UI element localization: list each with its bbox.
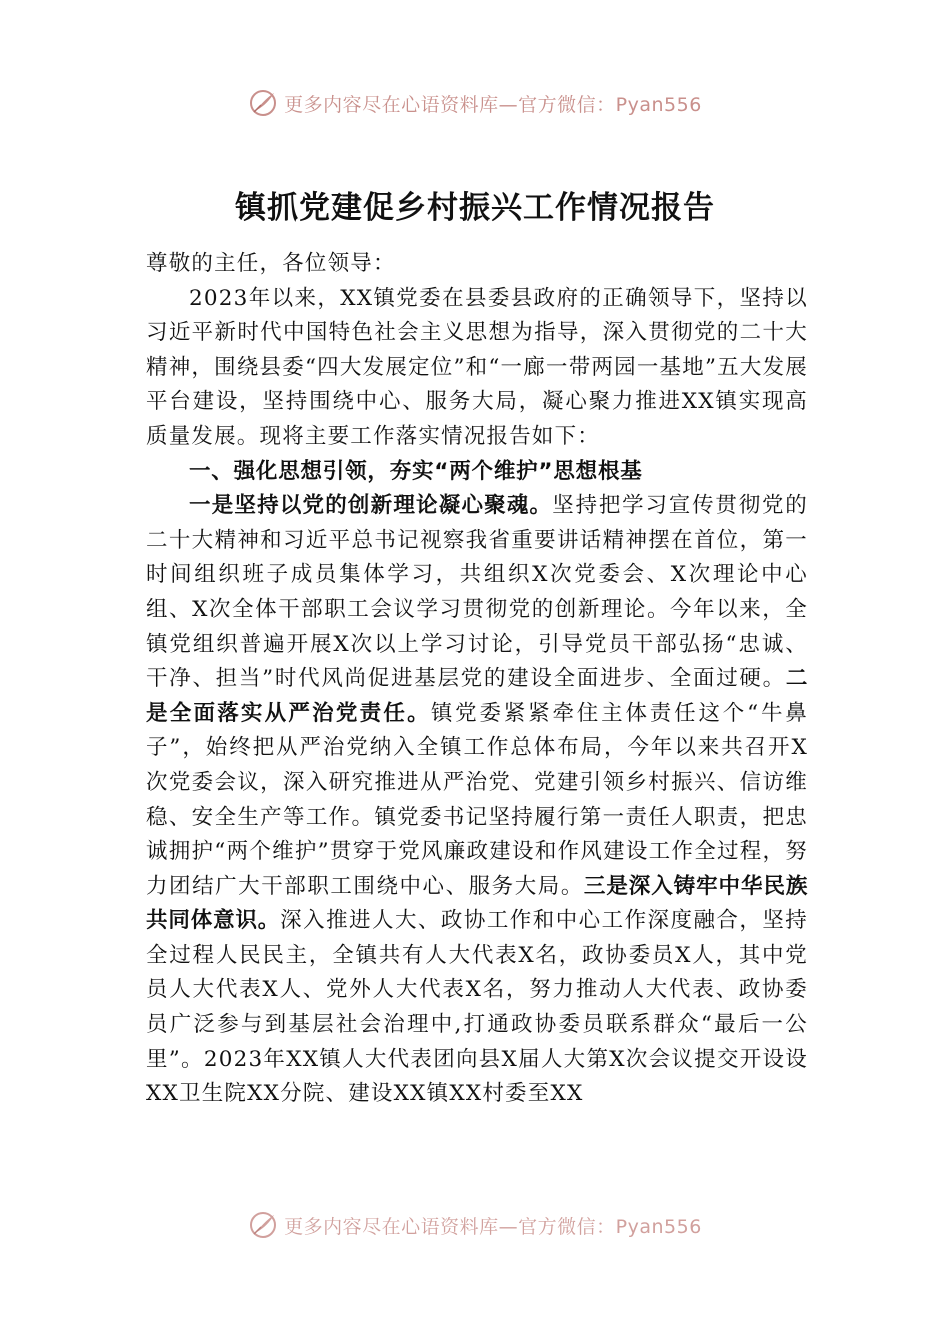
- watermark-text: 更多内容尽在心语资料库—官方微信：Pyan556: [284, 1215, 702, 1238]
- section-paragraph: [146, 489, 808, 1112]
- watermark-footer: [0, 1207, 950, 1243]
- paragraph-lead: 一是坚持以党的创新理论凝心聚魂。: [189, 493, 553, 519]
- salutation: 尊敬的主任，各位领导：: [146, 251, 396, 276]
- paragraph-lead: 三是深入铸牢中华民族共同体意识。: [146, 873, 808, 934]
- feather-pen-logo-icon: [248, 1210, 278, 1240]
- intro-paragraph: 2023年以来，XX镇党委在县委县政府的正确领导下，坚持以习近平新时代中国特色社会主义思想为指导，深入贯彻党的二十大精神，围绕县委“四大发展定位”和“一廊一带两园一基地”五大发展平台建设，坚持围绕中心、服务大局，凝心聚力推进XX镇实现高质量发展。现将主要工作落实情况报告如下：: [146, 285, 808, 449]
- paragraph-text: 镇党委紧紧牵住主体责任这个“牛鼻子”，始终把从严治党纳入全镇工作总体布局，今年以来共召开X次党委会议，深入研究推进从严治党、党建引领乡村振兴、信访维稳、安全生产等工作。镇党委书记坚持履行第一责任人职责，把忠诚拥护“两个维护”贯穿于党风廉政建设和作风建设工作全过程，努力团结广大干部职工围绕中心、服务大局。: [146, 700, 809, 899]
- document-body: [146, 247, 808, 1112]
- document-title: 镇抓党建促乡村振兴工作情况报告: [235, 190, 715, 226]
- section-heading: 一、强化思想引领，夯实“两个维护”思想根基: [189, 458, 643, 484]
- paragraph-lead: 二是全面落实从严治党责任。: [146, 666, 808, 726]
- document-body-viewport: [0, 247, 950, 1217]
- feather-pen-logo-icon: [248, 88, 278, 118]
- paragraph-text: 深入推进人大、政协工作和中心工作深度融合，坚持全过程人民民主，全镇共有人大代表X名，政协委员X人，其中党员人大代表X人、党外人大代表X名，努力推动人大代表、政协委员广泛参与到基层社会治理中,打通政协委员联系群众“最后一公里”。2023年XX镇人大代表团向县X届人大第X次会议提交开设设XX卫生院XX分院、建设XX镇XX村委至XX: [146, 908, 808, 1107]
- watermark-text: 更多内容尽在心语资料库—官方微信：Pyan556: [284, 93, 702, 116]
- paragraph-text: 坚持把学习宣传贯彻党的二十大精神和习近平总书记视察我省重要讲话精神摆在首位，第一时间组织班子成员集体学习，共组织X次党委会、X次理论中心组、X次全体干部职工会议学习贯彻党的创新理论。今年以来，全镇党组织普遍开展X次以上学习讨论，引导党员干部弘扬“忠诚、干净、担当”时代风尚促进基层党的建设全面进步、全面过硬。: [146, 493, 809, 692]
- watermark-header: [0, 85, 950, 121]
